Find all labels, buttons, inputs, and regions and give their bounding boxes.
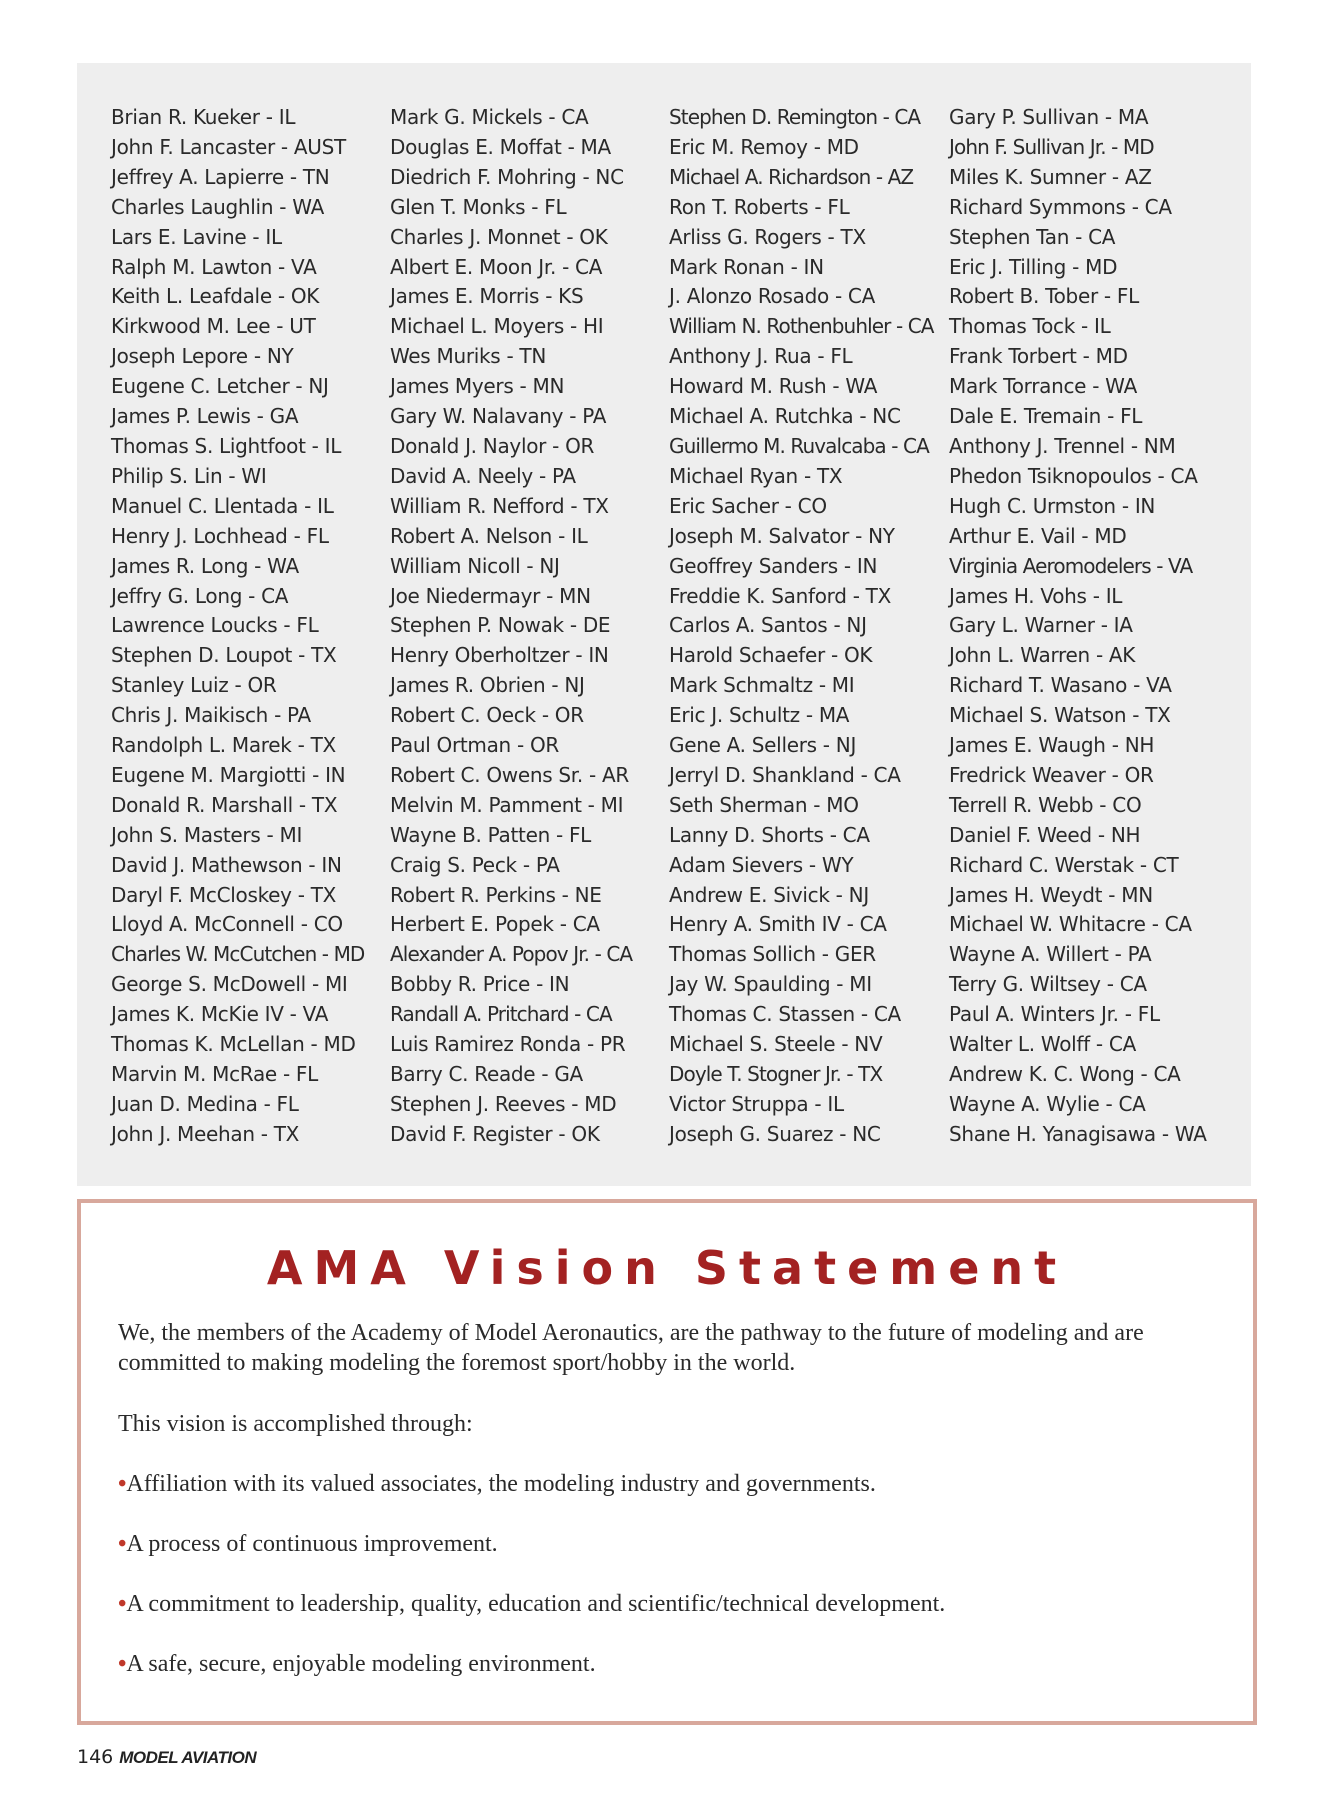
member-name: Stephen Tan - CA	[949, 224, 1116, 249]
member-name: John F. Lancaster - AUST	[111, 134, 346, 159]
member-name: Thomas S. Lightfoot - IL	[111, 433, 342, 458]
member-name: Gary L. Warner - IA	[949, 613, 1133, 638]
member-name: Frank Torbert - MD	[949, 344, 1128, 369]
member-name: Doyle T. Stogner Jr. - TX	[669, 1062, 883, 1086]
names-column-1	[111, 103, 364, 1150]
member-name: Miles K. Sumner - AZ	[949, 164, 1152, 189]
member-name: Robert R. Perkins - NE	[390, 882, 602, 907]
member-name: James H. Weydt - MN	[949, 882, 1153, 907]
member-name: Randolph L. Marek - TX	[111, 733, 336, 758]
member-name: Luis Ramirez Ronda - PR	[390, 1032, 626, 1057]
member-name: Keith L. Leafdale - OK	[111, 284, 320, 309]
member-name: Richard T. Wasano - VA	[949, 673, 1172, 698]
member-name: Carlos A. Santos - NJ	[669, 613, 867, 638]
member-name: Fredrick Weaver - OR	[949, 762, 1154, 787]
member-name: Brian R. Kueker - IL	[111, 105, 296, 129]
member-name: Thomas C. Stassen - CA	[669, 1002, 901, 1027]
member-name: Michael S. Watson - TX	[949, 703, 1171, 728]
member-name: Gary P. Sullivan - MA	[949, 105, 1149, 129]
member-name: Stephen D. Loupot - TX	[111, 643, 337, 668]
member-name: James E. Morris - KS	[390, 284, 584, 309]
member-name: Stephen P. Nowak - DE	[390, 613, 611, 638]
member-name: Mark Torrance - WA	[949, 374, 1137, 399]
member-name: Anthony J. Rua - FL	[669, 344, 853, 369]
member-name: Geoffrey Sanders - IN	[669, 553, 878, 578]
member-name: Gene A. Sellers - NJ	[669, 733, 857, 758]
vision-bullet	[118, 1649, 596, 1679]
bullet-dot-icon: •	[118, 1531, 127, 1557]
member-name: Jay W. Spaulding - MI	[669, 972, 872, 997]
member-name: Charles W. McCutchen - MD	[111, 942, 365, 967]
member-name: Shane H. Yanagisawa - WA	[949, 1121, 1207, 1146]
member-name: Michael A. Richardson - AZ	[669, 164, 914, 189]
member-name: Mark G. Mickels - CA	[390, 105, 589, 129]
member-name: Freddie K. Sanford - TX	[669, 583, 891, 608]
member-name: Robert A. Nelson - IL	[390, 523, 588, 548]
names-panel	[77, 63, 1251, 1186]
member-name: Diedrich F. Mohring - NC	[390, 164, 624, 189]
member-name: Charles Laughlin - WA	[111, 194, 324, 219]
vision-bullet	[118, 1469, 876, 1499]
member-name: Dale E. Tremain - FL	[949, 404, 1143, 429]
member-name: Paul A. Winters Jr. - FL	[949, 1002, 1160, 1027]
member-name: Albert E. Moon Jr. - CA	[390, 254, 603, 279]
member-name: Eric J. Tilling - MD	[949, 254, 1118, 279]
member-name: Stanley Luiz - OR	[111, 673, 277, 698]
member-name: Thomas Tock - IL	[949, 314, 1111, 339]
member-name: James K. McKie IV - VA	[111, 1002, 329, 1027]
member-name: Joe Niedermayr - MN	[390, 583, 591, 608]
member-name: Lars E. Lavine - IL	[111, 224, 282, 249]
member-name: Eric Sacher - CO	[669, 493, 827, 518]
member-name: Eric J. Schultz - MA	[669, 703, 850, 728]
member-name: David A. Neely - PA	[390, 463, 576, 488]
bullet-dot-icon: •	[118, 1651, 127, 1677]
member-name: Terry G. Wiltsey - CA	[949, 972, 1147, 997]
names-column-3	[669, 103, 934, 1150]
member-name: William N. Rothenbuhler - CA	[669, 314, 934, 339]
member-name: Michael W. Whitacre - CA	[949, 912, 1192, 937]
member-name: Barry C. Reade - GA	[390, 1062, 583, 1086]
member-name: Hugh C. Urmston - IN	[949, 493, 1156, 518]
member-name: Virginia Aeromodelers - VA	[949, 553, 1193, 578]
member-name: Wayne B. Patten - FL	[390, 822, 592, 847]
member-name: Melvin M. Pamment - MI	[390, 792, 624, 817]
member-name: Glen T. Monks - FL	[390, 194, 567, 219]
member-name: Michael A. Rutchka - NC	[669, 404, 901, 429]
member-name: Marvin M. McRae - FL	[111, 1062, 318, 1086]
member-name: J. Alonzo Rosado - CA	[669, 284, 875, 309]
member-name: Harold Schaefer - OK	[669, 643, 873, 668]
member-name: David F. Register - OK	[390, 1121, 600, 1146]
member-name: Andrew K. C. Wong - CA	[949, 1062, 1181, 1086]
member-name: Randall A. Pritchard - CA	[390, 1002, 612, 1027]
member-name: Howard M. Rush - WA	[669, 374, 878, 399]
member-name: Seth Sherman - MO	[669, 792, 859, 817]
member-name: Juan D. Medina - FL	[111, 1091, 299, 1116]
member-name: William R. Nefford - TX	[390, 493, 609, 518]
vision-bullet-text: A process of continuous improvement.	[126, 1531, 498, 1557]
member-name: Adam Sievers - WY	[669, 852, 854, 877]
bullet-dot-icon: •	[118, 1591, 127, 1617]
page-footer	[77, 1746, 256, 1768]
member-name: James E. Waugh - NH	[949, 733, 1155, 758]
member-name: Arliss G. Rogers - TX	[669, 224, 866, 249]
vision-bullet-text: Affiliation with its valued associates, the modeling industry and governments.	[126, 1471, 876, 1497]
member-name: Michael Ryan - TX	[669, 463, 843, 488]
bullet-dot-icon: •	[118, 1471, 127, 1497]
member-name: Henry Oberholtzer - IN	[390, 643, 609, 668]
member-name: David J. Mathewson - IN	[111, 852, 342, 877]
member-name: Andrew E. Sivick - NJ	[669, 882, 869, 907]
member-name: Kirkwood M. Lee - UT	[111, 314, 316, 339]
member-name: Eric M. Remoy - MD	[669, 134, 859, 159]
member-name: Craig S. Peck - PA	[390, 852, 560, 877]
member-name: Lanny D. Shorts - CA	[669, 822, 870, 847]
member-name: Robert C. Owens Sr. - AR	[390, 762, 629, 787]
member-name: Thomas Sollich - GER	[669, 942, 876, 967]
member-name: Joseph Lepore - NY	[111, 344, 294, 369]
member-name: Chris J. Maikisch - PA	[111, 703, 311, 728]
member-name: James R. Long - WA	[111, 553, 299, 578]
member-name: Philip S. Lin - WI	[111, 463, 267, 488]
member-name: Douglas E. Moffat - MA	[390, 134, 611, 159]
member-name: Robert B. Tober - FL	[949, 284, 1139, 309]
member-name: Jeffry G. Long - CA	[111, 583, 289, 608]
member-name: Gary W. Nalavany - PA	[390, 404, 607, 429]
member-name: Manuel C. Llentada - IL	[111, 493, 334, 518]
member-name: Wayne A. Willert - PA	[949, 942, 1152, 967]
magazine-name: MODEL AVIATION	[119, 1748, 257, 1767]
member-name: Walter L. Wolff - CA	[949, 1032, 1136, 1057]
member-name: Mark Ronan - IN	[669, 254, 824, 279]
member-name: Stephen D. Remington - CA	[669, 105, 921, 129]
member-name: Eugene M. Margiotti - IN	[111, 762, 346, 787]
member-name: John F. Sullivan Jr. - MD	[949, 134, 1154, 159]
member-name: John J. Meehan - TX	[111, 1121, 300, 1146]
member-name: Michael S. Steele - NV	[669, 1032, 883, 1057]
member-name: Arthur E. Vail - MD	[949, 523, 1127, 548]
member-name: Daryl F. McCloskey - TX	[111, 882, 337, 907]
member-name: William Nicoll - NJ	[390, 553, 560, 578]
vision-bullet-text: A safe, secure, enjoyable modeling environment.	[126, 1651, 596, 1677]
member-name: James Myers - MN	[390, 374, 565, 399]
member-name: Ron T. Roberts - FL	[669, 194, 850, 219]
member-name: Herbert E. Popek - CA	[390, 912, 600, 937]
member-name: Richard C. Werstak - CT	[949, 852, 1179, 877]
member-name: Wes Muriks - TN	[390, 344, 547, 369]
member-name: Bobby R. Price - IN	[390, 972, 570, 997]
vision-bullet	[118, 1529, 498, 1559]
vision-bullet-text: A commitment to leadership, quality, education and scientific/technical development.	[126, 1591, 946, 1617]
member-name: Mark Schmaltz - MI	[669, 673, 855, 698]
member-name: Robert C. Oeck - OR	[390, 703, 584, 728]
names-column-4	[949, 103, 1207, 1150]
vision-bullet	[118, 1589, 945, 1619]
member-name: Lloyd A. McConnell - CO	[111, 912, 343, 937]
member-name: Stephen J. Reeves - MD	[390, 1091, 617, 1116]
member-name: Terrell R. Webb - CO	[949, 792, 1142, 817]
member-name: George S. McDowell - MI	[111, 972, 348, 997]
member-name: Richard Symmons - CA	[949, 194, 1172, 219]
vision-through-text: This vision is accomplished through:	[118, 1411, 473, 1437]
member-name: Wayne A. Wylie - CA	[949, 1091, 1146, 1116]
member-name: Jerryl D. Shankland - CA	[669, 762, 901, 787]
member-name: Phedon Tsiknopoulos - CA	[949, 463, 1198, 488]
member-name: Alexander A. Popov Jr. - CA	[390, 942, 633, 967]
member-name: Henry A. Smith IV - CA	[669, 912, 887, 937]
member-name: John S. Masters - MI	[111, 822, 303, 847]
member-name: Charles J. Monnet - OK	[390, 224, 608, 249]
member-name: Henry J. Lochhead - FL	[111, 523, 329, 548]
names-column-2	[390, 103, 632, 1150]
member-name: Thomas K. McLellan - MD	[111, 1032, 356, 1057]
member-name: Ralph M. Lawton - VA	[111, 254, 317, 279]
page-number: 146	[77, 1746, 114, 1768]
member-name: Donald R. Marshall - TX	[111, 792, 338, 817]
member-name: Michael L. Moyers - HI	[390, 314, 604, 339]
member-name: James H. Vohs - IL	[949, 583, 1123, 608]
member-name: James R. Obrien - NJ	[390, 673, 585, 698]
vision-title: AMA Vision Statement	[266, 1241, 1068, 1295]
member-name: Joseph M. Salvator - NY	[669, 523, 895, 548]
vision-statement-box	[77, 1199, 1257, 1725]
member-name: John L. Warren - AK	[949, 643, 1136, 668]
member-name: Anthony J. Trennel - NM	[949, 433, 1176, 458]
member-name: Lawrence Loucks - FL	[111, 613, 319, 638]
member-name: Donald J. Naylor - OR	[390, 433, 595, 458]
member-name: Joseph G. Suarez - NC	[669, 1121, 881, 1146]
member-name: James P. Lewis - GA	[111, 404, 299, 429]
member-name: Jeffrey A. Lapierre - TN	[111, 164, 330, 189]
member-name: Eugene C. Letcher - NJ	[111, 374, 329, 399]
vision-intro: We, the members of the Academy of Model Aeronautics, are the pathway to the future of modeling and are committed to making modeling the foremost sport/hobby in the world.	[118, 1320, 1144, 1376]
member-name: Daniel F. Weed - NH	[949, 822, 1141, 847]
member-name: Paul Ortman - OR	[390, 733, 559, 758]
member-name: Guillermo M. Ruvalcaba - CA	[669, 433, 929, 458]
member-name: Victor Struppa - IL	[669, 1091, 844, 1116]
